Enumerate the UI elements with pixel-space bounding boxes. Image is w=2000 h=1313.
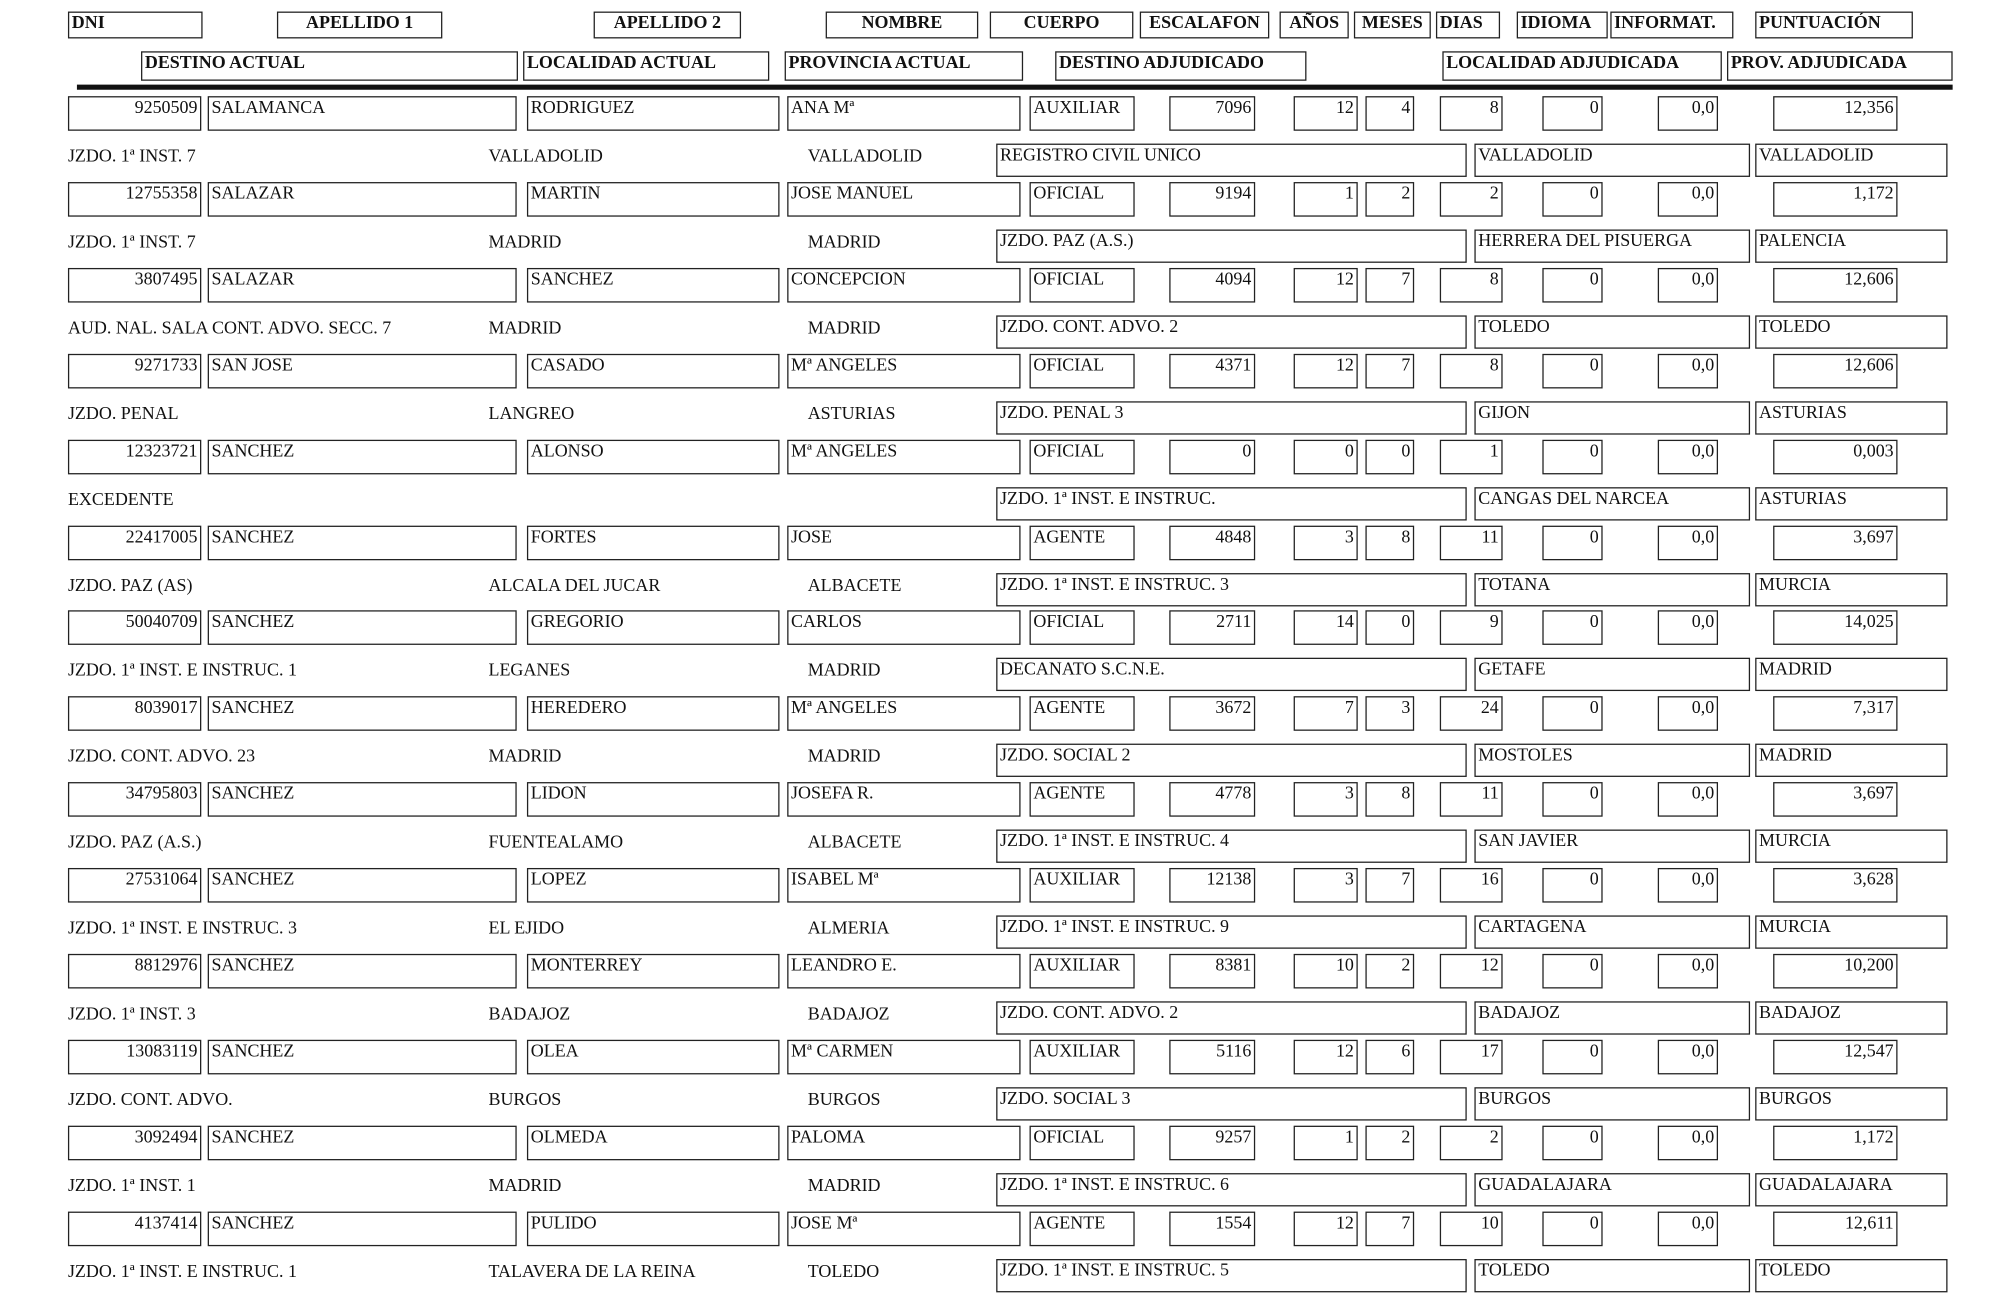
field-meses: 2 [1365,1125,1414,1160]
field-informat: 0,0 [1658,268,1718,303]
field-provincia: BADAJOZ [807,1005,890,1025]
field-puntuacion: 0,003 [1773,439,1897,474]
field-destino-adj: JZDO. 1ª INST. E INSTRUC. 5 [996,1259,1467,1292]
field-provincia: ASTURIAS [807,404,896,424]
field-ap1: SAN JOSE [208,353,517,388]
field-informat: 0,0 [1658,954,1718,989]
field-anos: 1 [1294,1125,1358,1160]
field-destino: JZDO. CONT. ADVO. [67,1090,233,1111]
field-informat: 0,0 [1658,1211,1718,1246]
field-ap2: LOPEZ [527,868,780,903]
header-cell: DESTINO ACTUAL [141,51,518,80]
field-puntuacion: 10,200 [1773,954,1897,989]
field-prov-adj: PALENCIA [1755,229,1947,262]
field-ap2: LIDON [527,782,780,817]
field-nombre: JOSE [787,525,1020,560]
field-destino-adj: JZDO. 1ª INST. E INSTRUC. 4 [996,830,1467,863]
field-meses: 2 [1365,954,1414,989]
field-nombre: ISABEL Mª [787,868,1020,903]
field-nombre: JOSE MANUEL [787,182,1020,217]
field-puntuacion: 12,606 [1773,353,1897,388]
field-cuerpo: AGENTE [1030,1211,1135,1246]
field-meses: 6 [1365,1040,1414,1075]
field-escalafon: 8381 [1169,954,1255,989]
field-escalafon: 3672 [1169,697,1255,732]
header-cell: INFORMAT. [1610,12,1733,39]
field-dni: 3807495 [68,268,201,303]
field-nombre: JOSE Mª [787,1211,1020,1246]
field-ap2: PULIDO [527,1211,780,1246]
field-localidad: LEGANES [488,662,571,682]
field-localidad: MADRID [488,747,562,768]
field-destino-adj: JZDO. 1ª INST. E INSTRUC. [996,487,1467,520]
field-dias: 8 [1440,268,1503,303]
field-nombre: Mª ANGELES [787,353,1020,388]
field-cuerpo: OFICIAL [1030,611,1135,646]
field-anos: 0 [1294,439,1358,474]
header-cell: DESTINO ADJUDICADO [1055,51,1306,80]
field-localidad-adj: TOLEDO [1474,315,1750,348]
field-meses: 7 [1365,353,1414,388]
field-idioma: 0 [1542,439,1602,474]
field-dias: 12 [1440,954,1503,989]
field-informat: 0,0 [1658,96,1718,131]
header-cell: MESES [1354,12,1431,39]
field-ap1: SANCHEZ [208,782,517,817]
field-informat: 0,0 [1658,1125,1718,1160]
field-localidad-adj: TOTANA [1474,572,1750,605]
header-cell: CUERPO [990,12,1134,39]
field-destino: EXCEDENTE [67,490,174,510]
field-anos: 12 [1294,353,1358,388]
field-idioma: 0 [1542,96,1602,131]
field-nombre: Mª ANGELES [787,697,1020,732]
field-cuerpo: AGENTE [1030,782,1135,817]
field-idioma: 0 [1542,782,1602,817]
field-destino: JZDO. 1ª INST. E INSTRUC. 1 [67,1262,297,1282]
field-cuerpo: OFICIAL [1030,182,1135,217]
field-destino-adj: JZDO. CONT. ADVO. 2 [996,1001,1467,1034]
field-escalafon: 9194 [1169,182,1255,217]
field-idioma: 0 [1542,182,1602,217]
field-localidad: MADRID [488,1176,562,1196]
field-escalafon: 4848 [1169,525,1255,560]
field-ap2: MARTIN [527,182,780,217]
field-idioma: 0 [1542,1211,1602,1246]
field-anos: 12 [1294,1040,1358,1075]
field-localidad-adj: TOLEDO [1474,1259,1750,1292]
field-escalafon: 5116 [1169,1040,1255,1075]
field-puntuacion: 1,172 [1773,1125,1897,1160]
field-informat: 0,0 [1658,439,1718,474]
field-dni: 12323721 [68,439,201,474]
field-localidad-adj: VALLADOLID [1474,144,1750,177]
field-escalafon: 9257 [1169,1125,1255,1160]
field-escalafon: 4371 [1169,353,1255,388]
field-destino-adj: JZDO. SOCIAL 3 [996,1087,1467,1120]
header-cell: IDIOMA [1517,12,1608,39]
field-meses: 2 [1365,182,1414,217]
field-provincia: MADRID [807,1176,881,1196]
field-ap2: RODRIGUEZ [527,96,780,131]
field-prov-adj: MADRID [1755,744,1947,777]
field-informat: 0,0 [1658,697,1718,732]
field-nombre: JOSEFA R. [787,782,1020,817]
field-cuerpo: OFICIAL [1030,439,1135,474]
field-dias: 1 [1440,439,1503,474]
header-cell: LOCALIDAD ADJUDICADA [1442,51,1721,80]
field-ap2: OLEA [527,1040,780,1075]
field-localidad-adj: SAN JAVIER [1474,830,1750,863]
field-prov-adj: VALLADOLID [1755,144,1947,177]
field-meses: 4 [1365,96,1414,131]
field-puntuacion: 14,025 [1773,611,1897,646]
field-anos: 12 [1294,268,1358,303]
field-puntuacion: 3,697 [1773,782,1897,817]
field-escalafon: 4778 [1169,782,1255,817]
field-informat: 0,0 [1658,353,1718,388]
field-prov-adj: MURCIA [1755,830,1947,863]
field-provincia: MADRID [807,233,881,253]
field-puntuacion: 1,172 [1773,182,1897,217]
field-localidad-adj: HERRERA DEL PISUERGA [1474,229,1750,262]
field-cuerpo: AUXILIAR [1030,868,1135,903]
field-destino: JZDO. 1ª INST. E INSTRUC. 1 [67,662,297,682]
header-cell: PUNTUACIÓN [1755,12,1913,39]
field-meses: 0 [1365,439,1414,474]
field-localidad: EL EJIDO [488,919,565,939]
field-puntuacion: 3,628 [1773,868,1897,903]
field-informat: 0,0 [1658,525,1718,560]
field-localidad: FUENTEALAMO [488,833,624,853]
field-prov-adj: MADRID [1755,658,1947,691]
field-ap1: SANCHEZ [208,697,517,732]
field-escalafon: 1554 [1169,1211,1255,1246]
field-dias: 16 [1440,868,1503,903]
field-destino: JZDO. 1ª INST. 3 [67,1005,196,1025]
field-cuerpo: AUXILIAR [1030,954,1135,989]
field-destino: JZDO. 1ª INST. 7 [67,147,196,167]
field-dni: 12755358 [68,182,201,217]
header-divider [77,85,1953,90]
field-ap2: CASADO [527,353,780,388]
field-ap1: SANCHEZ [208,439,517,474]
field-localidad-adj: BADAJOZ [1474,1001,1750,1034]
field-meses: 7 [1365,868,1414,903]
field-destino: JZDO. CONT. ADVO. 23 [67,747,256,768]
field-dni: 50040709 [68,611,201,646]
field-puntuacion: 7,317 [1773,697,1897,732]
field-localidad-adj: CANGAS DEL NARCEA [1474,487,1750,520]
field-cuerpo: AUXILIAR [1030,96,1135,131]
header-cell: DIAS [1436,12,1500,39]
field-destino-adj: JZDO. PENAL 3 [996,401,1467,434]
field-idioma: 0 [1542,954,1602,989]
field-localidad: MADRID [488,318,562,339]
field-localidad: TALAVERA DE LA REINA [488,1262,696,1282]
field-anos: 3 [1294,525,1358,560]
field-localidad-adj: CARTAGENA [1474,916,1750,949]
field-escalafon: 7096 [1169,96,1255,131]
field-dias: 9 [1440,611,1503,646]
field-idioma: 0 [1542,268,1602,303]
field-puntuacion: 12,611 [1773,1211,1897,1246]
field-idioma: 0 [1542,1040,1602,1075]
field-puntuacion: 3,697 [1773,525,1897,560]
field-destino-adj: JZDO. SOCIAL 2 [996,744,1467,777]
field-escalafon: 0 [1169,439,1255,474]
field-dias: 11 [1440,525,1503,560]
field-dias: 24 [1440,697,1503,732]
field-localidad: ALCALA DEL JUCAR [488,576,661,596]
field-ap2: GREGORIO [527,611,780,646]
field-anos: 14 [1294,611,1358,646]
field-cuerpo: AUXILIAR [1030,1040,1135,1075]
field-prov-adj: TOLEDO [1755,1259,1947,1292]
field-dias: 2 [1440,1125,1503,1160]
header-cell: APELLIDO 2 [594,12,741,39]
header-cell: APELLIDO 1 [277,12,442,39]
field-localidad: VALLADOLID [488,147,603,167]
field-anos: 7 [1294,697,1358,732]
field-informat: 0,0 [1658,182,1718,217]
field-anos: 1 [1294,182,1358,217]
field-localidad: BURGOS [488,1090,562,1111]
field-ap2: SANCHEZ [527,268,780,303]
field-dias: 17 [1440,1040,1503,1075]
field-prov-adj: MURCIA [1755,916,1947,949]
field-provincia: BURGOS [807,1090,881,1111]
field-dni: 9250509 [68,96,201,131]
field-dni: 3092494 [68,1125,201,1160]
field-provincia: ALMERIA [807,919,890,939]
field-destino: JZDO. PENAL [67,404,179,424]
field-provincia: MADRID [807,318,881,339]
field-destino: JZDO. 1ª INST. 7 [67,233,196,253]
field-dni: 13083119 [68,1040,201,1075]
field-destino-adj: JZDO. 1ª INST. E INSTRUC. 6 [996,1173,1467,1206]
field-anos: 10 [1294,954,1358,989]
field-destino: JZDO. PAZ (AS) [67,576,193,596]
field-puntuacion: 12,547 [1773,1040,1897,1075]
field-prov-adj: TOLEDO [1755,315,1947,348]
field-cuerpo: OFICIAL [1030,353,1135,388]
field-destino-adj: JZDO. CONT. ADVO. 2 [996,315,1467,348]
field-ap1: SANCHEZ [208,611,517,646]
field-nombre: CARLOS [787,611,1020,646]
field-ap1: SALAZAR [208,182,517,217]
field-prov-adj: BURGOS [1755,1087,1947,1120]
field-idioma: 0 [1542,697,1602,732]
field-destino-adj: JZDO. 1ª INST. E INSTRUC. 3 [996,572,1467,605]
field-ap1: SANCHEZ [208,1211,517,1246]
field-idioma: 0 [1542,353,1602,388]
field-cuerpo: AGENTE [1030,697,1135,732]
field-prov-adj: ASTURIAS [1755,401,1947,434]
field-localidad-adj: BURGOS [1474,1087,1750,1120]
header-cell: PROV. ADJUDICADA [1727,51,1953,80]
field-prov-adj: ASTURIAS [1755,487,1947,520]
field-dni: 34795803 [68,782,201,817]
field-provincia: ALBACETE [807,576,902,596]
field-dias: 8 [1440,96,1503,131]
field-meses: 0 [1365,611,1414,646]
header-cell: ESCALAFON [1140,12,1269,39]
field-escalafon: 2711 [1169,611,1255,646]
field-provincia: MADRID [807,747,881,768]
header-cell: DNI [68,12,203,39]
field-cuerpo: AGENTE [1030,525,1135,560]
field-escalafon: 12138 [1169,868,1255,903]
field-dni: 8812976 [68,954,201,989]
field-ap1: SANCHEZ [208,1125,517,1160]
field-localidad-adj: MOSTOLES [1474,744,1750,777]
field-anos: 12 [1294,96,1358,131]
field-informat: 0,0 [1658,868,1718,903]
field-prov-adj: MURCIA [1755,572,1947,605]
field-destino-adj: DECANATO S.C.N.E. [996,658,1467,691]
field-dni: 9271733 [68,353,201,388]
field-dias: 10 [1440,1211,1503,1246]
field-informat: 0,0 [1658,1040,1718,1075]
field-prov-adj: BADAJOZ [1755,1001,1947,1034]
field-meses: 7 [1365,268,1414,303]
field-prov-adj: GUADALAJARA [1755,1173,1947,1206]
field-nombre: ANA Mª [787,96,1020,131]
field-anos: 3 [1294,868,1358,903]
field-destino-adj: REGISTRO CIVIL UNICO [996,144,1467,177]
field-localidad-adj: GETAFE [1474,658,1750,691]
field-destino: AUD. NAL. SALA CONT. ADVO. SECC. 7 [67,318,392,339]
field-dias: 8 [1440,353,1503,388]
field-meses: 8 [1365,782,1414,817]
field-cuerpo: OFICIAL [1030,268,1135,303]
field-puntuacion: 12,356 [1773,96,1897,131]
field-dni: 4137414 [68,1211,201,1246]
field-anos: 12 [1294,1211,1358,1246]
field-ap1: SANCHEZ [208,525,517,560]
field-escalafon: 4094 [1169,268,1255,303]
field-nombre: LEANDRO E. [787,954,1020,989]
field-destino-adj: JZDO. PAZ (A.S.) [996,229,1467,262]
field-dias: 11 [1440,782,1503,817]
field-destino: JZDO. PAZ (A.S.) [67,833,202,853]
field-destino: JZDO. 1ª INST. 1 [67,1176,196,1196]
field-localidad: BADAJOZ [488,1005,571,1025]
field-dni: 8039017 [68,697,201,732]
field-idioma: 0 [1542,525,1602,560]
header-cell: PROVINCIA ACTUAL [785,51,1023,80]
field-nombre: Mª CARMEN [787,1040,1020,1075]
field-ap2: HEREDERO [527,697,780,732]
field-ap2: OLMEDA [527,1125,780,1160]
field-idioma: 0 [1542,1125,1602,1160]
field-ap1: SANCHEZ [208,868,517,903]
field-ap1: SANCHEZ [208,954,517,989]
header-cell: NOMBRE [826,12,979,39]
field-ap2: MONTERREY [527,954,780,989]
field-ap1: SALAZAR [208,268,517,303]
field-ap1: SALAMANCA [208,96,517,131]
field-destino-adj: JZDO. 1ª INST. E INSTRUC. 9 [996,916,1467,949]
field-provincia: MADRID [807,662,881,682]
field-informat: 0,0 [1658,782,1718,817]
field-meses: 8 [1365,525,1414,560]
field-idioma: 0 [1542,868,1602,903]
field-nombre: Mª ANGELES [787,439,1020,474]
field-localidad-adj: GIJON [1474,401,1750,434]
field-ap2: FORTES [527,525,780,560]
field-puntuacion: 12,606 [1773,268,1897,303]
field-dni: 27531064 [68,868,201,903]
field-nombre: PALOMA [787,1125,1020,1160]
field-informat: 0,0 [1658,611,1718,646]
field-provincia: ALBACETE [807,833,902,853]
field-ap1: SANCHEZ [208,1040,517,1075]
field-localidad: LANGREO [488,404,575,424]
field-meses: 7 [1365,1211,1414,1246]
field-destino: JZDO. 1ª INST. E INSTRUC. 3 [67,919,297,939]
field-ap2: ALONSO [527,439,780,474]
field-localidad-adj: GUADALAJARA [1474,1173,1750,1206]
header-cell: LOCALIDAD ACTUAL [523,51,769,80]
field-localidad: MADRID [488,233,562,253]
header-cell: AÑOS [1280,12,1349,39]
field-provincia: TOLEDO [807,1262,880,1282]
field-cuerpo: OFICIAL [1030,1125,1135,1160]
field-dias: 2 [1440,182,1503,217]
field-dni: 22417005 [68,525,201,560]
field-nombre: CONCEPCION [787,268,1020,303]
field-meses: 3 [1365,697,1414,732]
field-idioma: 0 [1542,611,1602,646]
field-provincia: VALLADOLID [807,147,923,167]
field-anos: 3 [1294,782,1358,817]
